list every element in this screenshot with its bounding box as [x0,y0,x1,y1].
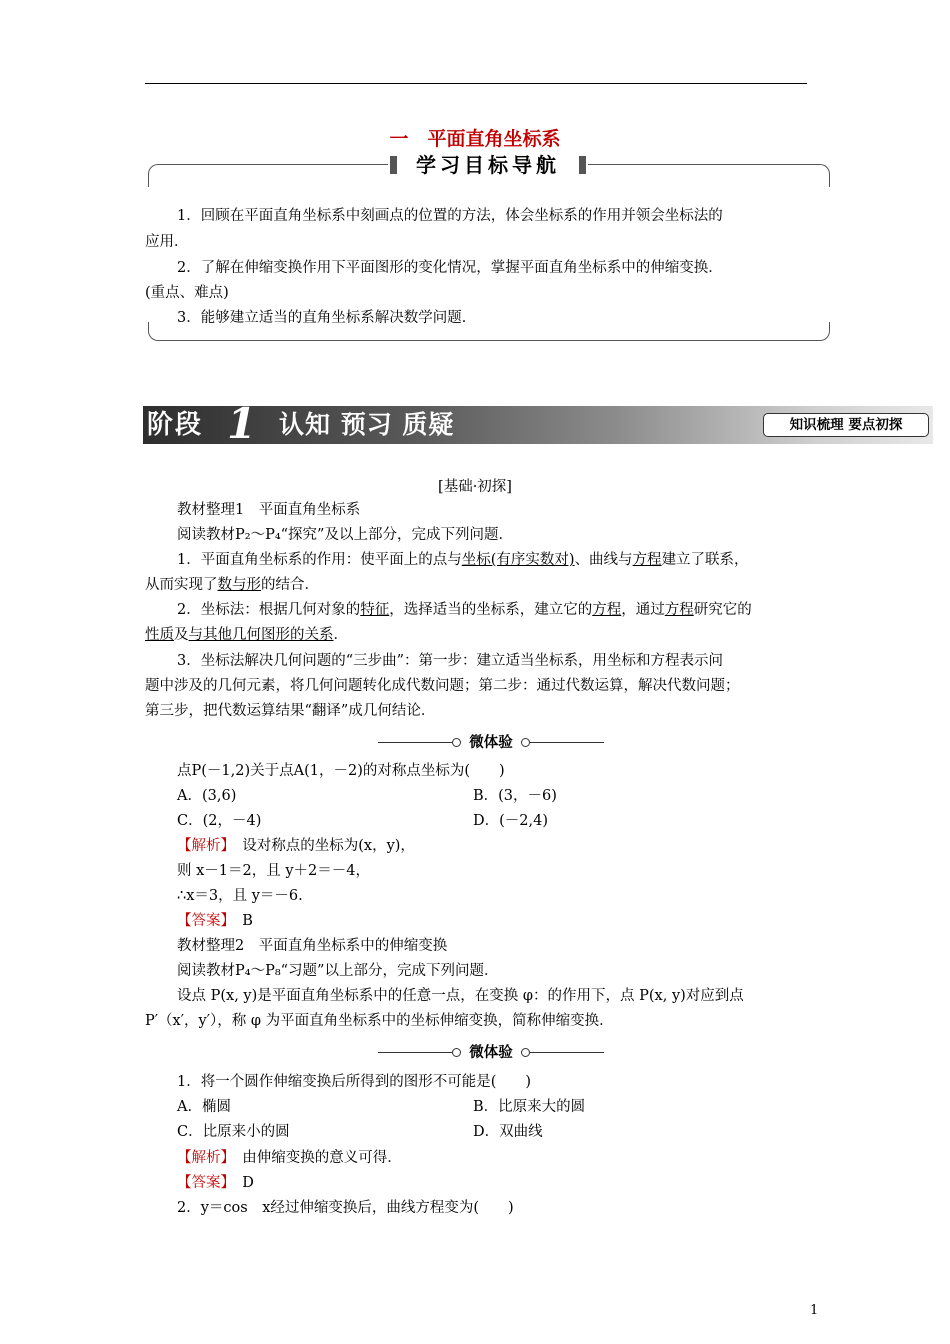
header-rule [145,83,807,84]
blank-answer: 方程 [664,602,694,618]
stage-banner [143,399,933,448]
stage-number: 1 [227,399,257,448]
section1-para2-line2: 性质及与其他几何图形的关系． [145,627,348,643]
section2-body-line2: P′（x′，y′），称 φ 为平面直角坐标系中的坐标伸缩变换，简称伸缩变换． [145,1013,614,1029]
stage-prefix: 阶段 [147,410,204,440]
q1-option-a: A．(3,6) [177,788,237,804]
chapter-title: 一 平面直角坐标系 [389,128,561,150]
section1-title: 教材整理1 平面直角坐标系 [177,502,361,518]
section1-para1-line1: 1．平面直角坐标系的作用：使平面上的点与坐标(有序实数对)、曲线与方程建立了联系， [177,552,749,568]
stage-tag: 知识梳理 要点初探 [763,413,929,437]
blank-answer: 特征 [360,602,390,618]
blank-answer: 性质 [145,627,174,643]
goal-title-banner [388,150,588,180]
section2-title: 教材整理2 平面直角坐标系中的伸缩变换 [177,938,448,954]
q1-analysis: 【解析】 设对称点的坐标为(x，y)， [177,838,415,854]
blank-answer: 方程 [632,552,662,568]
q1-option-d: D．(－2,4) [473,813,548,829]
section1-para2-line1: 2．坐标法：根据几何对象的特征，选择适当的坐标系，建立它的方程，通过方程研究它的 [177,602,752,618]
q2-option-b: B．比原来大的圆 [473,1099,586,1115]
section2-body-line1: 设点 P(x, y)是平面直角坐标系中的任意一点，在变换 φ：的作用下，点 P(x, y)对应到点 [177,988,744,1004]
goal-item-2-cont: (重点、难点) [145,285,229,301]
section1-intro: 阅读教材P₂～P₄“探究”及以上部分，完成下列问题． [177,527,513,543]
goal-title: 学习目标导航 [416,153,560,177]
q2-option-d: D．双曲线 [473,1124,543,1140]
answer-label: 【答案】 [177,913,228,929]
q2-answer: 【答案】 D [177,1175,254,1191]
micro-divider-2 [378,1043,604,1063]
answer-label: 【答案】 [177,1175,228,1191]
goal-item-2: 2．了解在伸缩变换作用下平面图形的变化情况，掌握平面直角坐标系中的伸缩变换． [177,260,723,276]
section1-para3-line3: 第三步，把代数运算结果“翻译”成几何结论． [145,703,436,719]
micro-divider-1 [378,733,604,753]
q3-stem: 2．y＝cos x经过伸缩变换后，曲线方程变为( ) [177,1200,514,1216]
goal-item-1: 1．回顾在平面直角坐标系中刻画点的位置的方法，体会坐标系的作用并领会坐标法的 [177,208,723,224]
q2-option-c: C．比原来小的圆 [177,1124,290,1140]
section1-para1-line2: 从而实现了数与形的结合． [145,577,319,593]
q1-analysis-line2: 则 x－1＝2，且 y＋2＝－4， [177,863,370,879]
q2-option-a: A．椭圆 [177,1099,231,1115]
section1-para3-line2: 题中涉及的几何元素，将几何问题转化成代数问题；第二步：通过代数运算，解决代数问题； [145,678,740,694]
goal-item-1-cont: 应用． [145,234,189,250]
q1-option-c: C．(2，－4) [177,813,262,829]
blank-answer: 与其他几何图形的关系 [188,627,334,643]
stage-title: 认知 预习 质疑 [279,410,455,439]
micro-label: 微体验 [469,1045,513,1061]
page-number: 1 [810,1303,819,1318]
section-heading: [基础·初探] [438,479,512,495]
blank-answer: 坐标(有序实数对) [461,552,575,568]
section2-intro: 阅读教材P₄～P₈“习题”以上部分，完成下列问题． [177,963,499,979]
q2-stem: 1．将一个圆作伸缩变换后所得到的图形不可能是( ) [177,1074,532,1090]
section1-para3-line1: 3．坐标法解决几何问题的“三步曲”：第一步：建立适当坐标系，用坐标和方程表示问 [177,653,724,669]
blank-answer: 方程 [592,602,622,618]
micro-label: 微体验 [469,735,513,751]
q1-analysis-line3: ∴x＝3，且 y＝－6. [177,888,303,904]
q2-analysis: 【解析】 由伸缩变换的意义可得． [177,1150,402,1166]
analysis-label: 【解析】 [177,1150,228,1166]
q1-answer: 【答案】 B [177,913,253,929]
q1-option-b: B．(3，－6) [473,788,557,804]
analysis-label: 【解析】 [177,838,228,854]
q1-stem: 点P(－1,2)关于点A(1，－2)的对称点坐标为( ) [177,763,505,779]
goal-item-3: 3．能够建立适当的直角坐标系解决数学问题． [177,310,477,326]
blank-answer: 数与形 [217,577,261,593]
